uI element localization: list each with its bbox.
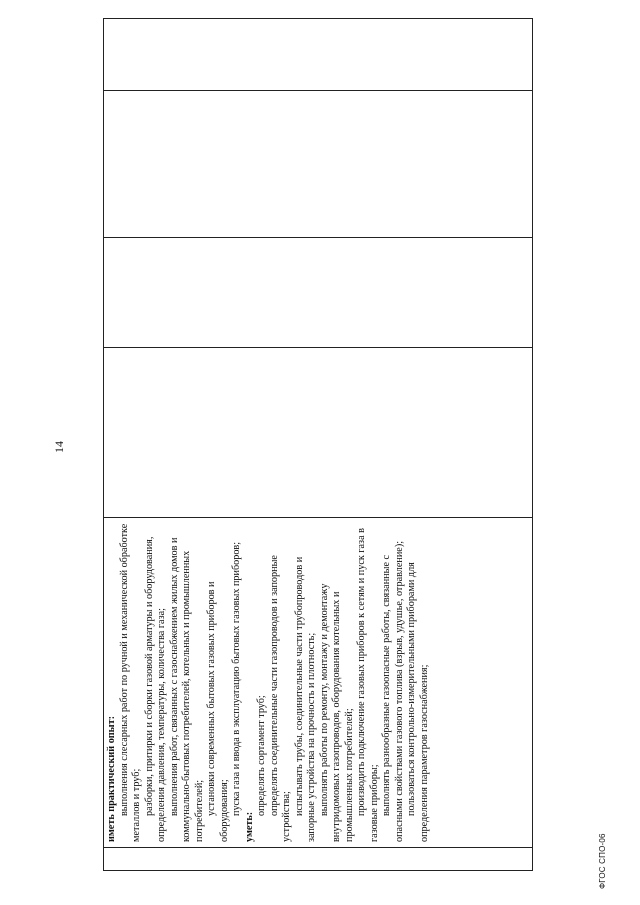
experience-item: выполнения работ, связанных с газоснабжением жилых домов и коммунально-бытовых потребителей, котельных и промышленных потребителей; — [168, 537, 205, 842]
document-footer: ФГОС СПО-06 — [598, 833, 607, 889]
skill-item: выполнять разнообразные газоопасные работы, связанные с опасными свойствами газового топлива (взрыв, удушье, отравление); — [381, 540, 405, 842]
skill-item: производить подключение газовых приборов к сетям и пуск газа в газовые приборы; — [356, 528, 380, 842]
skills-heading: уметь: — [243, 811, 255, 842]
skill-item: определять соединительные части газопроводов и запорные устройства; — [268, 555, 292, 842]
skill-item: выполнять работы по ремонту, монтажу и демонтажу внутридомовых газопроводов, оборудования котельных и промышленных потребителей; — [318, 583, 355, 842]
column-divider — [104, 347, 532, 348]
experience-item: выполнения слесарных работ по ручной и механической обработке металлов и труб; — [118, 523, 142, 842]
skill-item: пользоваться контрольно-измерительными приборами для определения параметров газоснабжения; — [406, 562, 430, 842]
experience-item: разборки, притирки и сборки газовой арматуры и оборудования, определения давления, температуры, количества газа; — [143, 536, 167, 842]
column-divider — [104, 90, 532, 91]
competence-text-cell — [104, 518, 532, 848]
skill-item: определять сортамент труб; — [256, 695, 267, 816]
column-divider — [104, 237, 532, 238]
experience-item: установки современных бытовых газовых приборов и оборудования; — [206, 581, 230, 842]
skill-item: испытывать трубы, соединительные части трубопроводов и запорные устройства на прочность и плотность; — [293, 556, 317, 842]
experience-heading: иметь практический опыт: — [106, 715, 117, 842]
experience-item: пуска газа и ввода в эксплуатацию бытовых газовых приборов; — [231, 541, 242, 816]
page-number: 14 — [52, 441, 66, 453]
standards-table — [103, 18, 533, 871]
